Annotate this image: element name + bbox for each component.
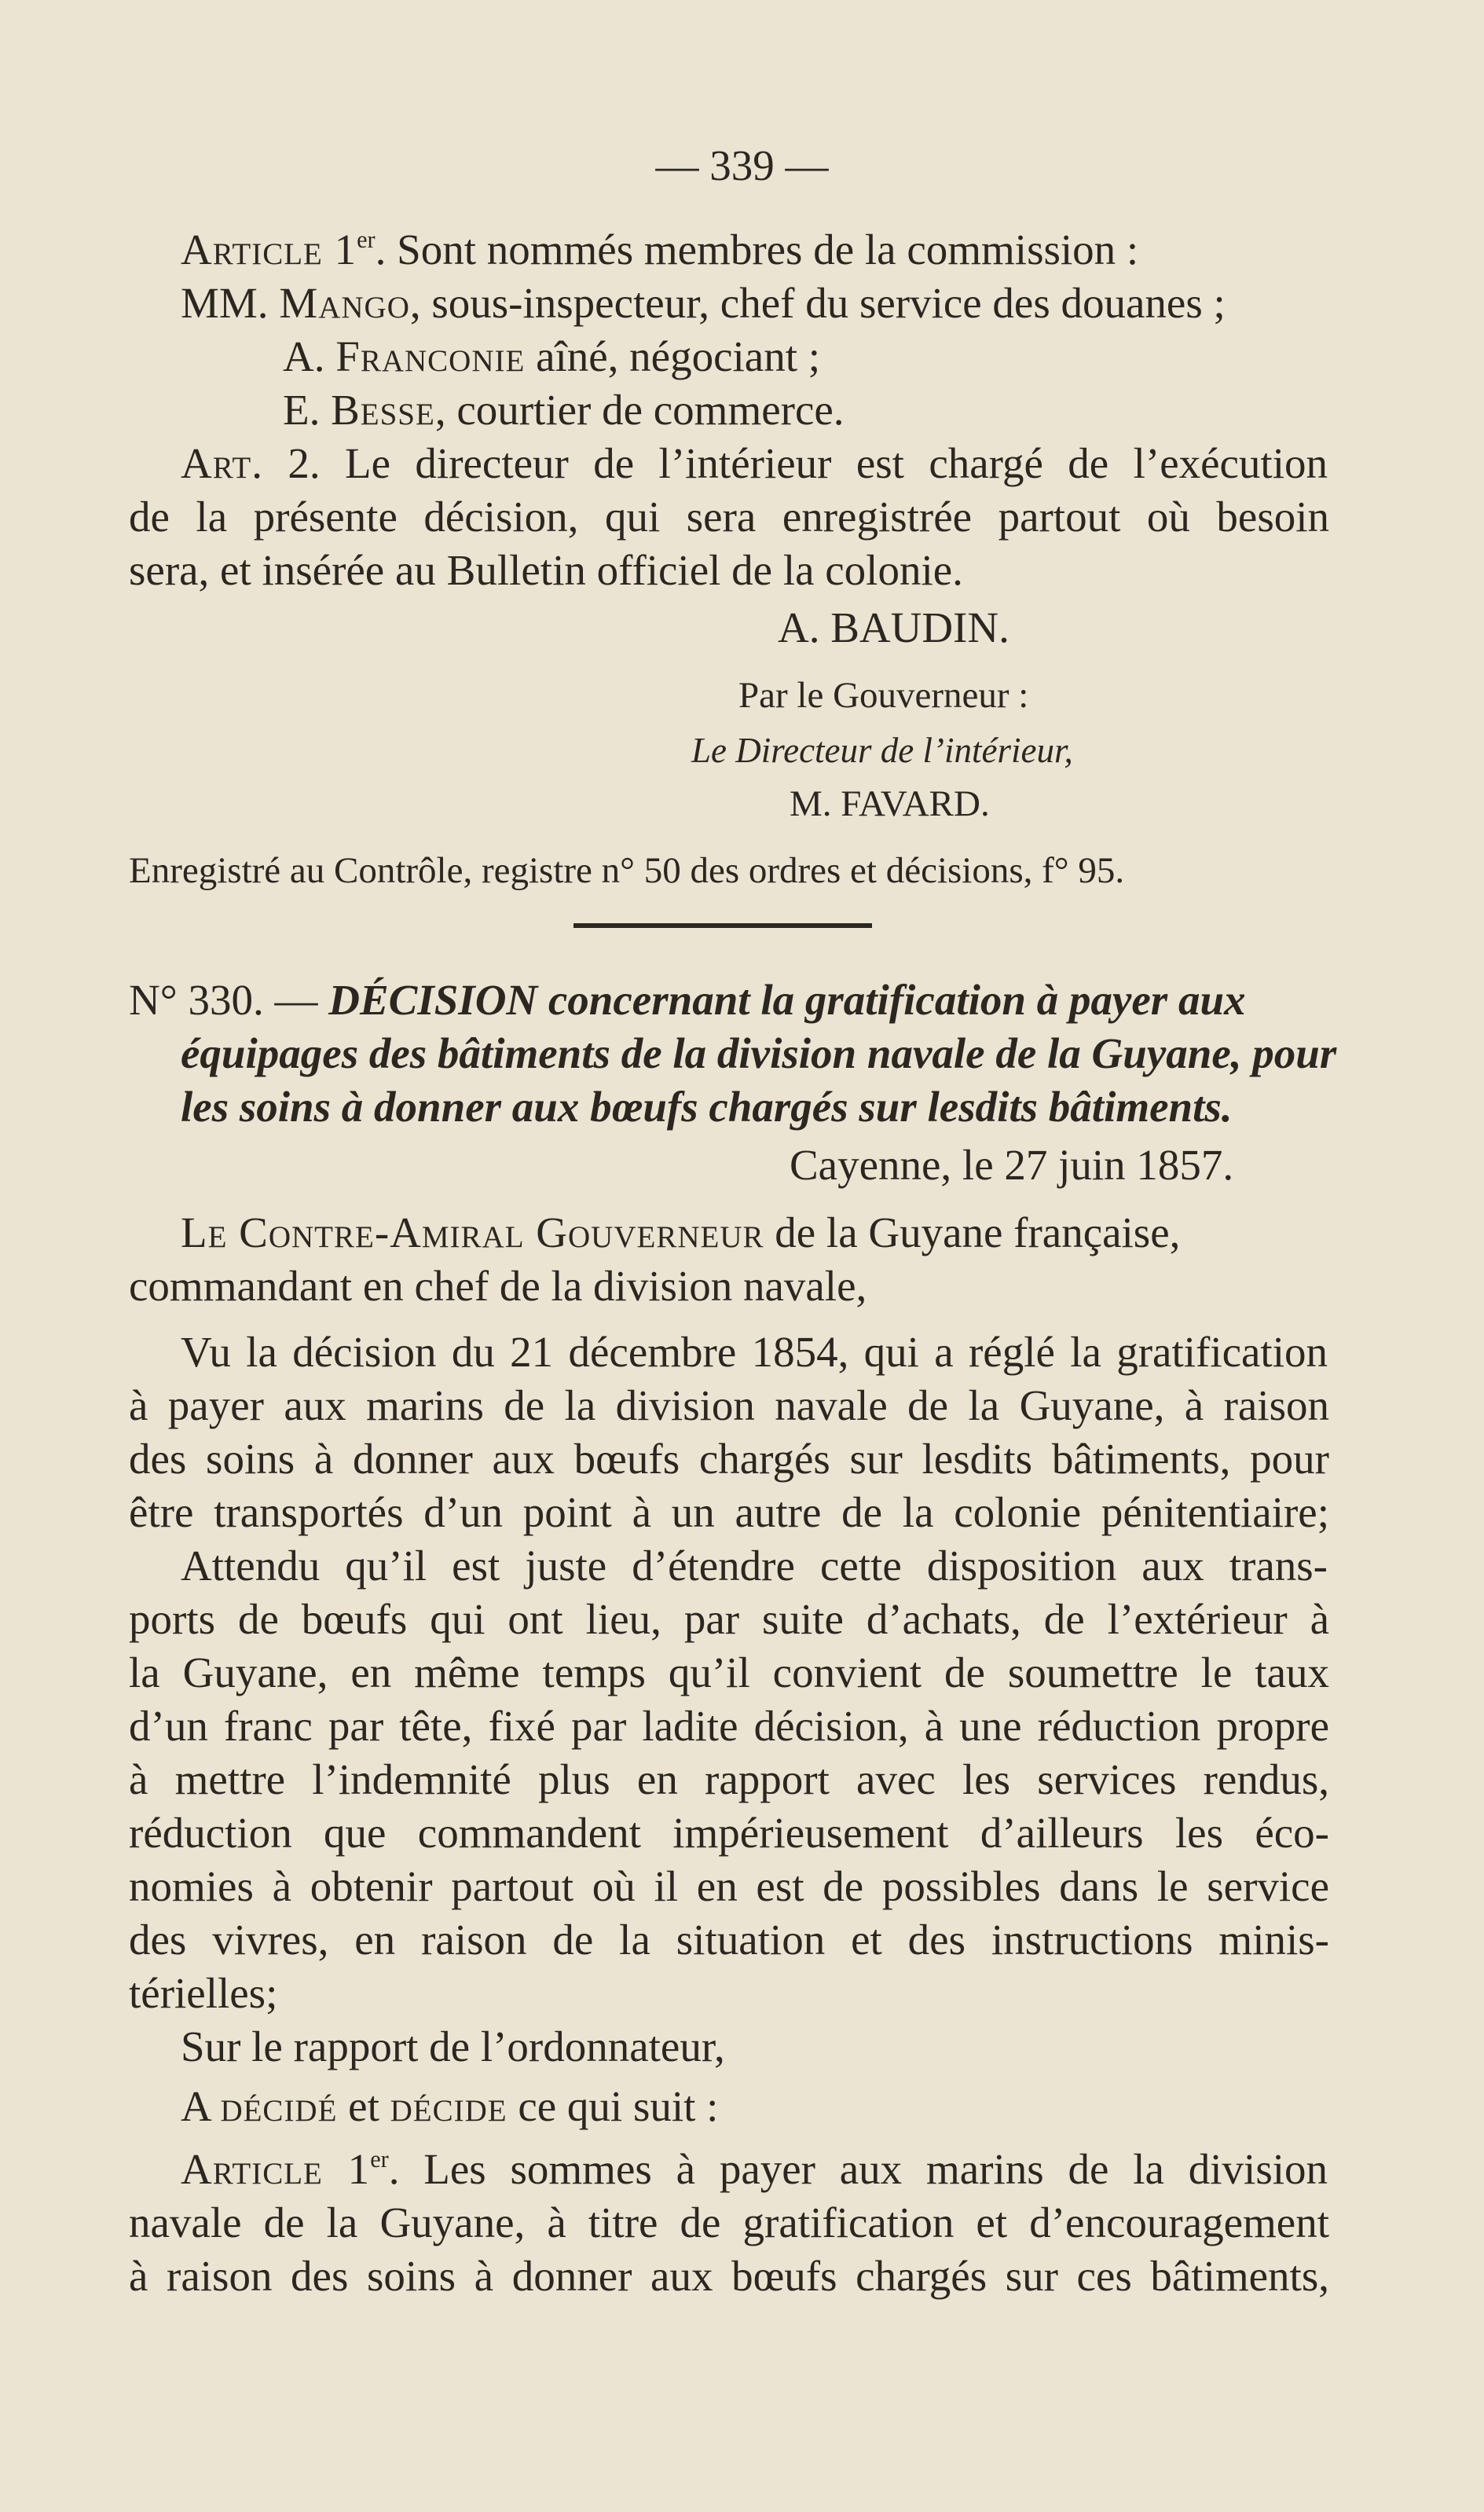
article-text: 2. Le directeur de l’intérieur est chargé de l’exécution bbox=[262, 439, 1328, 487]
decision-article-1-line-3: à raison des soins à donner aux bœufs chargés sur ces bâtiments, bbox=[129, 2252, 1329, 2300]
article-label: Art. bbox=[181, 439, 263, 487]
article-text: . Sont nommés membres de la commission : bbox=[375, 226, 1139, 273]
a-decide-line bbox=[181, 2081, 718, 2132]
member-besse bbox=[283, 384, 845, 436]
decision-heading bbox=[129, 974, 1246, 1026]
article-sup: er bbox=[370, 2145, 389, 2173]
preamble-line-1 bbox=[181, 1207, 1180, 1259]
page-number: — 339 — bbox=[655, 141, 829, 189]
preamble-line-2: commandant en chef de la division navale, bbox=[129, 1262, 867, 1310]
prev-article-2-line-2: de la présente décision, qui sera enregistrée partout où besoin bbox=[129, 493, 1329, 541]
article-sup: er bbox=[357, 226, 376, 253]
attendu-line-7: nomies à obtenir partout où il en est de possibles dans le service bbox=[129, 1862, 1329, 1910]
section-divider bbox=[573, 923, 872, 928]
decision-number: N° 330. — bbox=[129, 976, 318, 1024]
member-mango bbox=[181, 277, 1226, 329]
member-role: , sous-inspecteur, chef du service des douanes ; bbox=[409, 279, 1226, 327]
prev-article-2-line-3: sera, et insérée au Bulletin officiel de la colonie. bbox=[129, 546, 963, 594]
vu-line-2: à payer aux marins de la division navale de la Guyane, à raison bbox=[129, 1381, 1329, 1429]
a-decide-part: décidé bbox=[220, 2082, 338, 2130]
member-initial: A. bbox=[283, 332, 325, 380]
attendu-line-9: térielles; bbox=[129, 1969, 278, 2017]
a-decide-part: et bbox=[337, 2082, 390, 2130]
rapport-line: Sur le rapport de l’ordonnateur, bbox=[181, 2022, 725, 2070]
vu-line-3: des soins à donner aux bœufs chargés sur lesdits bâtiments, pour bbox=[129, 1435, 1329, 1483]
article-label: Article 1 bbox=[181, 226, 357, 273]
decision-title-line-2: équipages des bâtiments de la division navale de la Guyane, pour bbox=[181, 1029, 1337, 1077]
signature-baudin: A. BAUDIN. bbox=[778, 603, 1009, 651]
member-initial: E. bbox=[283, 386, 321, 434]
article-label: Article 1 bbox=[181, 2145, 371, 2193]
attendu-line-8: des vivres, en raison de la situation et des instructions minis- bbox=[129, 1916, 1329, 1964]
directeur-interieur: Le Directeur de l’intérieur, bbox=[691, 731, 1073, 770]
enregistrement-note: Enregistré au Contrôle, registre n° 50 des ordres et décisions, f° 95. bbox=[129, 850, 1125, 891]
a-decide-part: A bbox=[181, 2082, 221, 2130]
governor-title: Le Contre-Amiral Gouverneur bbox=[181, 1208, 764, 1256]
a-decide-part: décide bbox=[390, 2082, 507, 2130]
attendu-line-5: à mettre l’indemnité plus en rapport avec les services rendus, bbox=[129, 1755, 1329, 1803]
governor-rest: de la Guyane française, bbox=[764, 1208, 1181, 1256]
member-franconie bbox=[283, 331, 820, 383]
signature-favard: M. FAVARD. bbox=[790, 783, 990, 824]
attendu-line-1: Attendu qu’il est juste d’étendre cette disposition aux trans- bbox=[181, 1542, 1328, 1590]
attendu-line-3: la Guyane, en même temps qu’il convient de soumettre le taux bbox=[129, 1648, 1329, 1696]
place-date: Cayenne, le 27 juin 1857. bbox=[790, 1141, 1234, 1189]
prev-article-2 bbox=[181, 438, 1328, 490]
member-role: , courtier de commerce. bbox=[434, 386, 845, 434]
member-name: Besse bbox=[331, 386, 435, 434]
article-text: . Les sommes à payer aux marins de la division bbox=[388, 2145, 1328, 2193]
attendu-line-6: réduction que commandent impérieusement d’ailleurs les éco- bbox=[129, 1809, 1329, 1857]
decision-article-1-line-2: navale de la Guyane, à titre de gratification et d’encouragement bbox=[129, 2198, 1329, 2246]
prev-article-1 bbox=[181, 224, 1138, 276]
a-decide-part: ce qui suit : bbox=[507, 2082, 719, 2130]
member-name: Franconie bbox=[335, 332, 526, 380]
decision-title-line-3: les soins à donner aux bœufs chargés sur lesdits bâtiments. bbox=[181, 1083, 1233, 1131]
mm-label: MM. bbox=[181, 279, 269, 327]
decision-article-1 bbox=[181, 2143, 1328, 2195]
attendu-line-2: ports de bœufs qui ont lieu, par suite d’achats, de l’extérieur à bbox=[129, 1595, 1329, 1643]
member-name: Mango bbox=[279, 279, 410, 327]
vu-line-1: Vu la décision du 21 décembre 1854, qui a réglé la gratification bbox=[181, 1328, 1328, 1376]
attendu-line-4: d’un franc par tête, fixé par ladite décision, à une réduction propre bbox=[129, 1702, 1329, 1750]
member-role: aîné, négociant ; bbox=[525, 332, 821, 380]
par-le-gouverneur: Par le Gouverneur : bbox=[738, 675, 1029, 716]
vu-line-4: être transportés d’un point à un autre de la colonie pénitentiaire; bbox=[129, 1488, 1329, 1536]
decision-title: DÉCISION concernant la gratification à payer aux bbox=[328, 976, 1246, 1024]
